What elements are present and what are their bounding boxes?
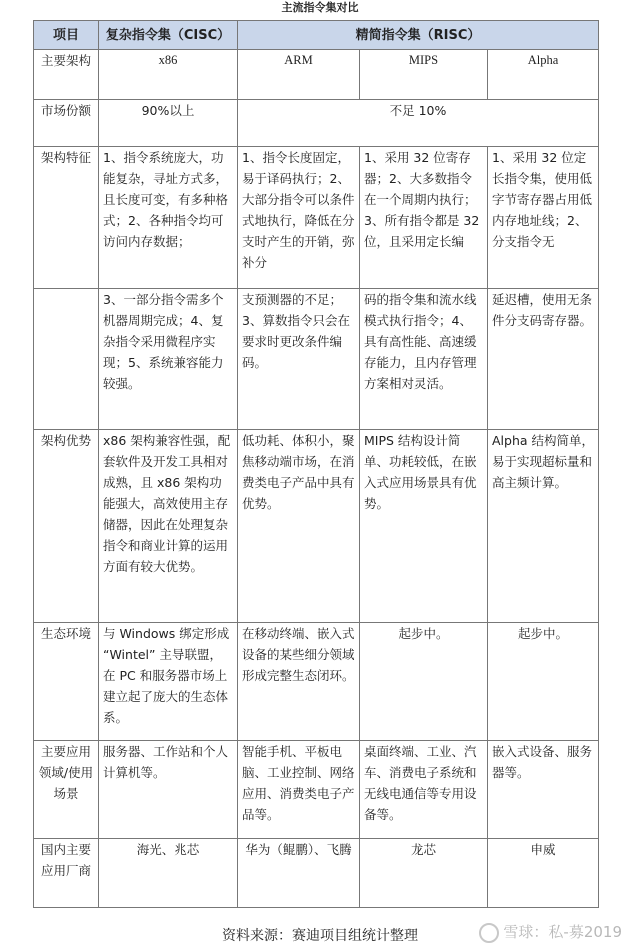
header-row: [34, 21, 599, 50]
features-mips-part2: 码的指令集和流水线模式执行指令；4、具有高性能、高速缓存能力，且内存管理方案相对灵活。: [360, 289, 488, 430]
table-row: [34, 741, 599, 839]
applications-arm: 智能手机、平板电脑、工业控制、网络应用、消费类电子产品等。: [238, 741, 360, 839]
ecosystem-mips: 起步中。: [360, 623, 488, 741]
applications-x86: 服务器、工作站和个人计算机等。: [99, 741, 238, 839]
advantages-arm: 低功耗、体积小，聚焦移动端市场，在消费类电子产品中具有优势。: [238, 430, 360, 623]
features-arm-part2: 支预测器的不足；3、算数指令只会在要求时更改条件编码。: [238, 289, 360, 430]
ecosystem-arm: 在移动终端、嵌入式设备的某些细分领域形成完整生态闭环。: [238, 623, 360, 741]
features-x86-part1: 1、指令系统庞大，功能复杂，寻址方式多，且长度可变，有多种格式；2、各种指令均可访问内存数据；: [99, 147, 238, 289]
applications-mips: 桌面终端、工业、汽车、消费电子系统和无线电通信等专用设备等。: [360, 741, 488, 839]
table-row: [34, 839, 599, 908]
advantages-x86: x86 架构兼容性强，配套软件及开发工具相对成熟，且 x86 架构功能强大，高效使用主存储器，因此在处理复杂指令和商业计算的运用方面有较大优势。: [99, 430, 238, 623]
arch-arm: ARM: [238, 50, 360, 100]
page-title: 主流指令集对比: [281, 1, 359, 14]
share-cisc: 90%以上: [99, 100, 238, 147]
comparison-table: [33, 20, 599, 908]
header-cisc: 复杂指令集（CISC）: [99, 21, 238, 50]
features-arm-part1: 1、指令长度固定，易于译码执行；2、大部分指令可以条件式地执行，降低在分支时产生的开销，弥补分: [238, 147, 360, 289]
features-alpha-part1: 1、采用 32 位定长指令集，使用低字节寄存器占用低内存地址线；2、分支指令无: [488, 147, 599, 289]
features-mips-part1: 1、采用 32 位寄存器；2、大多数指令在一个周期内执行；3、所有指令都是 32 位，且采用定长编: [360, 147, 488, 289]
vendors-arm: 华为（鲲鹏）、飞腾: [238, 839, 360, 908]
row-label-empty: [34, 289, 99, 430]
snowball-logo-icon: [479, 923, 499, 943]
table-row: [34, 289, 599, 430]
header-risc: 精简指令集（RISC）: [238, 21, 599, 50]
applications-alpha: 嵌入式设备、服务器等。: [488, 741, 599, 839]
table-row: [34, 430, 599, 623]
row-label: 市场份额: [34, 100, 99, 147]
row-label: 国内主要应用厂商: [34, 839, 99, 908]
source-footer: 资料来源：赛迪项目组统计整理: [222, 928, 418, 944]
watermark-text: 雪球：私-募2019: [503, 923, 622, 941]
table-row: [34, 100, 599, 147]
ecosystem-x86: 与 Windows 绑定形成 “Wintel” 主导联盟，在 PC 和服务器市场上建立起了庞大的生态体系。: [99, 623, 238, 741]
advantages-alpha: Alpha 结构简单，易于实现超标量和高主频计算。: [488, 430, 599, 623]
arch-alpha: Alpha: [488, 50, 599, 100]
header-item: 项目: [34, 21, 99, 50]
vendors-x86: 海光、兆芯: [99, 839, 238, 908]
ecosystem-alpha: 起步中。: [488, 623, 599, 741]
share-risc: 不足 10%: [238, 100, 599, 147]
arch-x86: x86: [99, 50, 238, 100]
vendors-alpha: 申威: [488, 839, 599, 908]
advantages-mips: MIPS 结构设计简单、功耗较低，在嵌入式应用场景具有优势。: [360, 430, 488, 623]
table-row: [34, 50, 599, 100]
table-row: [34, 147, 599, 289]
row-label: 架构优势: [34, 430, 99, 623]
features-x86-part2: 3、一部分指令需多个机器周期完成；4、复杂指令采用微程序实现；5、系统兼容能力较强。: [99, 289, 238, 430]
row-label: 生态环境: [34, 623, 99, 741]
row-label: 主要架构: [34, 50, 99, 100]
arch-mips: MIPS: [360, 50, 488, 100]
features-alpha-part2: 延迟槽，使用无条件分支码寄存器。: [488, 289, 599, 430]
row-label: 架构特征: [34, 147, 99, 289]
watermark: [479, 922, 622, 943]
table-row: [34, 623, 599, 741]
row-label: 主要应用领域/使用场景: [34, 741, 99, 839]
vendors-mips: 龙芯: [360, 839, 488, 908]
